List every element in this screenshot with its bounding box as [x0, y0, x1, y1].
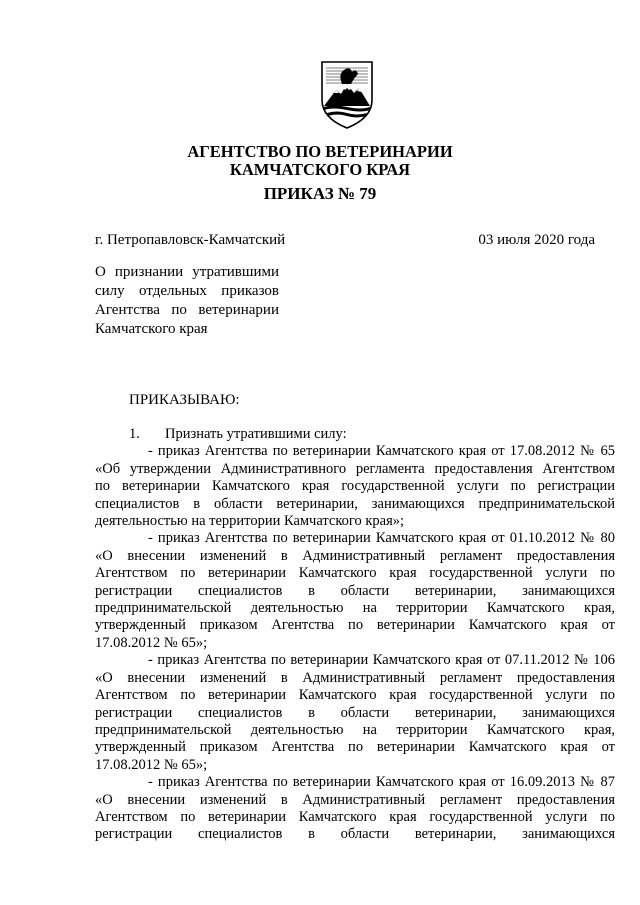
body-line: деятельностью на территории Камчатского края»; [95, 513, 405, 530]
body-line: регистрации специалистов в области ветеринарии, занимающихся [95, 582, 615, 599]
body-line: регистрации специалистов в области ветеринарии, занимающихся [95, 826, 615, 843]
agency-name-line-1: АГЕНТСТВО ПО ВЕТЕРИНАРИИ [187, 142, 453, 161]
subject-line: силу отдельных приказов [95, 283, 279, 299]
order-word: ПРИКАЗЫВАЮ: [129, 392, 240, 408]
body-line: предпринимательской деятельностью на территории Камчатского края, [95, 600, 615, 617]
body-line: по ветеринарии Камчатского края государственной услуги по регистрации [95, 478, 615, 495]
item-text: Признать утратившими силу: [165, 426, 347, 442]
agency-name-line-2: КАМЧАТСКОГО КРАЯ [229, 160, 411, 179]
body-line: - приказ Агентства по ветеринарии Камчатского края от 16.09.2013 № 87 [148, 774, 615, 791]
subject-line: Агентства по ветеринарии [95, 302, 279, 318]
body-line: - приказ Агентства по ветеринарии Камчатского края от 07.11.2012 № 106 [148, 652, 615, 669]
document-place: г. Петропавловск-Камчатский [95, 232, 286, 248]
body-line: «О внесении изменений в Административный регламент предоставления [95, 669, 615, 686]
body-line: 17.08.2012 № 65»; [95, 756, 208, 773]
body-line: регистрации специалистов в области ветеринарии, занимающихся [95, 704, 615, 721]
kamchatka-coat-of-arms-icon [318, 60, 376, 130]
item-number: 1. [129, 426, 140, 442]
body-line: «Об утверждении Административного регламента предоставления Агентством [95, 460, 615, 477]
order-title: ПРИКАЗ № 79 [263, 184, 377, 203]
item-1 [95, 426, 615, 443]
body-line: специалистов в области ветеринарии, занимающихся предпринимательской [95, 495, 615, 512]
order-subject [95, 263, 279, 339]
body-line: Агентством по ветеринарии Камчатского края государственной услуги по [95, 687, 615, 704]
body-line: утвержденный приказом Агентства по ветеринарии Камчатского края от [95, 739, 615, 756]
document-date: 03 июля 2020 года [478, 232, 595, 248]
body-line: 17.08.2012 № 65»; [95, 634, 208, 651]
body-line: предпринимательской деятельностью на территории Камчатского края, [95, 721, 615, 738]
body-line: Агентством по ветеринарии Камчатского края государственной услуги по [95, 808, 615, 825]
body-line: - приказ Агентства по ветеринарии Камчатского края от 17.08.2012 № 65 [148, 443, 615, 460]
body-line: - приказ Агентства по ветеринарии Камчатского края от 01.10.2012 № 80 [148, 530, 615, 547]
document-body [95, 426, 615, 844]
body-line: «О внесении изменений в Административный регламент предоставления [95, 791, 615, 808]
body-line: Агентством по ветеринарии Камчатского края государственной услуги по [95, 565, 615, 582]
body-line: «О внесении изменений в Административный регламент предоставления [95, 547, 615, 564]
body-line: утвержденный приказом Агентства по ветеринарии Камчатского края от [95, 617, 615, 634]
subject-line: Камчатского края [95, 321, 208, 337]
subject-line: О признании утратившими [95, 264, 279, 280]
